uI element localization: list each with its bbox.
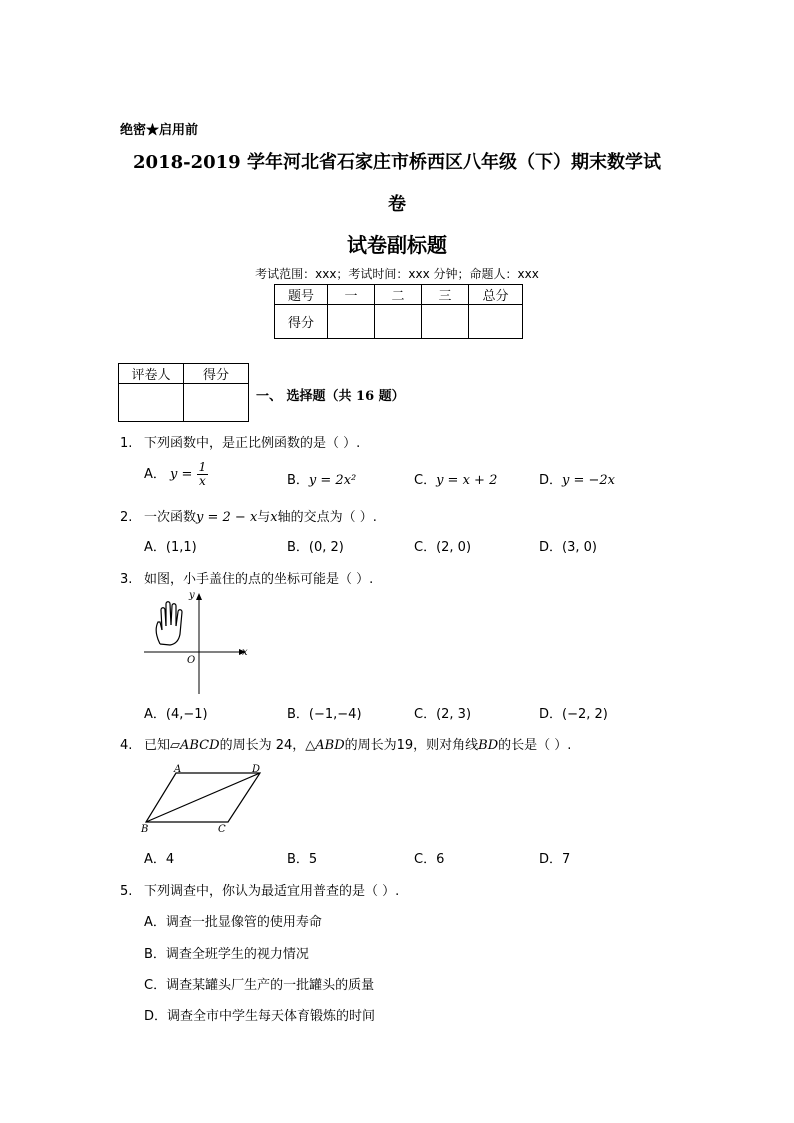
question-math: x	[270, 510, 278, 525]
option-text: 7	[562, 852, 571, 867]
exam-info: 考试范围：xxx；考试时间：xxx 分钟；命题人：xxx	[255, 267, 539, 281]
question-2	[120, 506, 377, 525]
option-b	[287, 703, 362, 722]
question-math: y = 2 − x	[196, 510, 258, 525]
question-text: 下列调查中，你认为最适宜用普查的是（ ）.	[144, 884, 400, 899]
fraction-numerator: 1	[198, 460, 207, 474]
option-text: 调查某罐头厂生产的一批罐头的质量	[166, 978, 375, 993]
grader-header-cell: 得分	[184, 364, 249, 384]
score-header-cell: 一	[328, 285, 375, 305]
question-number: 2.	[120, 510, 133, 525]
option-text: 5	[308, 852, 318, 867]
option-label: D．	[144, 1009, 168, 1024]
option-math: y = 2x²	[308, 473, 357, 488]
question-text: 轴的交点为（ ）.	[277, 510, 377, 525]
score-header-cell: 三	[422, 285, 469, 305]
parallelogram-figure	[138, 762, 270, 836]
section-title: 一、 选择题（共 16 题）	[256, 389, 405, 404]
vertex-label-d: D	[252, 764, 261, 775]
diagonal-bd	[146, 773, 260, 822]
option-text: (0, 2)	[308, 540, 344, 555]
option-text: 调查全市中学生每天体育锻炼的时间	[167, 1009, 376, 1024]
confidential-label: 绝密★启用前	[120, 123, 199, 138]
option-label: C．	[414, 473, 437, 488]
option-label: B．	[287, 707, 309, 722]
option-text: (2, 0)	[436, 540, 472, 555]
option-b	[287, 469, 356, 488]
score-header-cell: 二	[375, 285, 422, 305]
option-label: D．	[539, 540, 563, 555]
exam-title-line2: 卷	[388, 194, 406, 215]
option-math: y =	[170, 467, 193, 482]
score-cell	[422, 305, 469, 339]
option-a	[144, 461, 208, 488]
y-axis-arrow	[196, 593, 202, 600]
option-math: y = x + 2	[436, 473, 498, 488]
grader-table	[118, 363, 249, 422]
option-label: A．	[144, 707, 166, 722]
option-label: D．	[539, 852, 563, 867]
exam-subtitle: 试卷副标题	[347, 233, 447, 257]
score-header-cell: 总分	[469, 285, 523, 305]
option-label: C．	[414, 852, 437, 867]
grader-header-cell: 评卷人	[119, 364, 184, 384]
option-label: C．	[414, 707, 437, 722]
option-c	[414, 703, 471, 722]
question-1	[120, 432, 360, 451]
option-text: 调查一批显像管的使用寿命	[165, 915, 322, 930]
score-cell	[469, 305, 523, 339]
option-text: (2, 3)	[436, 707, 472, 722]
question-text: 一次函数	[144, 510, 197, 525]
option-b	[144, 943, 309, 962]
option-b	[287, 848, 317, 867]
question-text: 已知▱	[144, 738, 180, 753]
option-label: D．	[539, 707, 563, 722]
question-text: 如图，小手盖住的点的坐标可能是（ ）.	[144, 572, 374, 587]
fraction	[197, 461, 209, 488]
x-axis-label: x	[242, 647, 248, 658]
option-label: B．	[144, 947, 166, 962]
option-label: A．	[144, 852, 166, 867]
question-number: 5.	[120, 884, 133, 899]
option-d	[539, 848, 570, 867]
coordinate-figure	[140, 588, 252, 698]
option-a	[144, 848, 174, 867]
option-label: A．	[144, 540, 166, 555]
vertex-label-c: C	[218, 824, 226, 835]
option-text: (1,1)	[165, 540, 197, 555]
option-text: (4,−1)	[165, 707, 208, 722]
grader-cell	[184, 384, 249, 422]
option-text: (−2, 2)	[562, 707, 608, 722]
question-number: 3.	[120, 572, 133, 587]
option-text: (−1,−4)	[308, 707, 362, 722]
vertex-label-a: A	[174, 764, 182, 775]
question-text: 与	[257, 510, 271, 525]
score-cell	[328, 305, 375, 339]
option-label: B．	[287, 852, 309, 867]
option-d	[539, 469, 615, 488]
option-c	[414, 848, 444, 867]
grader-cell	[119, 384, 184, 422]
option-d	[539, 703, 608, 722]
option-label: B．	[287, 473, 309, 488]
question-5	[120, 880, 399, 899]
score-cell	[375, 305, 422, 339]
option-text: (3, 0)	[562, 540, 597, 555]
question-text: 下列函数中，是正比例函数的是（ ）.	[144, 436, 361, 451]
option-a	[144, 536, 197, 555]
question-math: ABCD	[180, 738, 220, 753]
option-math: y = −2x	[562, 473, 616, 488]
option-b	[287, 536, 344, 555]
option-c	[144, 974, 374, 993]
option-text: 4	[165, 852, 175, 867]
question-number: 4.	[120, 738, 133, 753]
option-c	[414, 469, 497, 488]
origin-label: O	[187, 655, 196, 666]
question-text: 的周长为 24，	[219, 738, 306, 753]
y-axis-label: y	[189, 590, 195, 601]
vertex-label-b: B	[141, 824, 149, 835]
option-a	[144, 911, 322, 930]
hand-icon	[156, 602, 182, 645]
question-math: BD	[478, 738, 499, 753]
fraction-denominator: x	[198, 474, 206, 488]
question-math: △ABD	[305, 738, 345, 753]
option-label: A．	[144, 915, 166, 930]
question-4	[120, 734, 571, 753]
option-label: D．	[539, 473, 563, 488]
question-text: 的周长为19，则对角线	[344, 738, 479, 753]
score-row-label: 得分	[275, 305, 328, 339]
option-a	[144, 703, 208, 722]
exam-title-line1: 2018-2019 学年河北省石家庄市桥西区八年级（下）期末数学试	[133, 152, 661, 173]
score-header-cell: 题号	[275, 285, 328, 305]
option-label: C．	[144, 978, 167, 993]
option-label: B．	[287, 540, 309, 555]
option-text: 调查全班学生的视力情况	[165, 947, 309, 962]
option-c	[414, 536, 471, 555]
option-d	[144, 1005, 375, 1024]
option-label: A．	[144, 467, 166, 482]
question-number: 1.	[120, 436, 133, 451]
question-text: 的长是（ ）.	[498, 738, 572, 753]
option-text: 6	[436, 852, 445, 867]
question-3	[120, 568, 373, 587]
score-table	[274, 284, 523, 339]
option-d	[539, 536, 597, 555]
option-label: C．	[414, 540, 437, 555]
